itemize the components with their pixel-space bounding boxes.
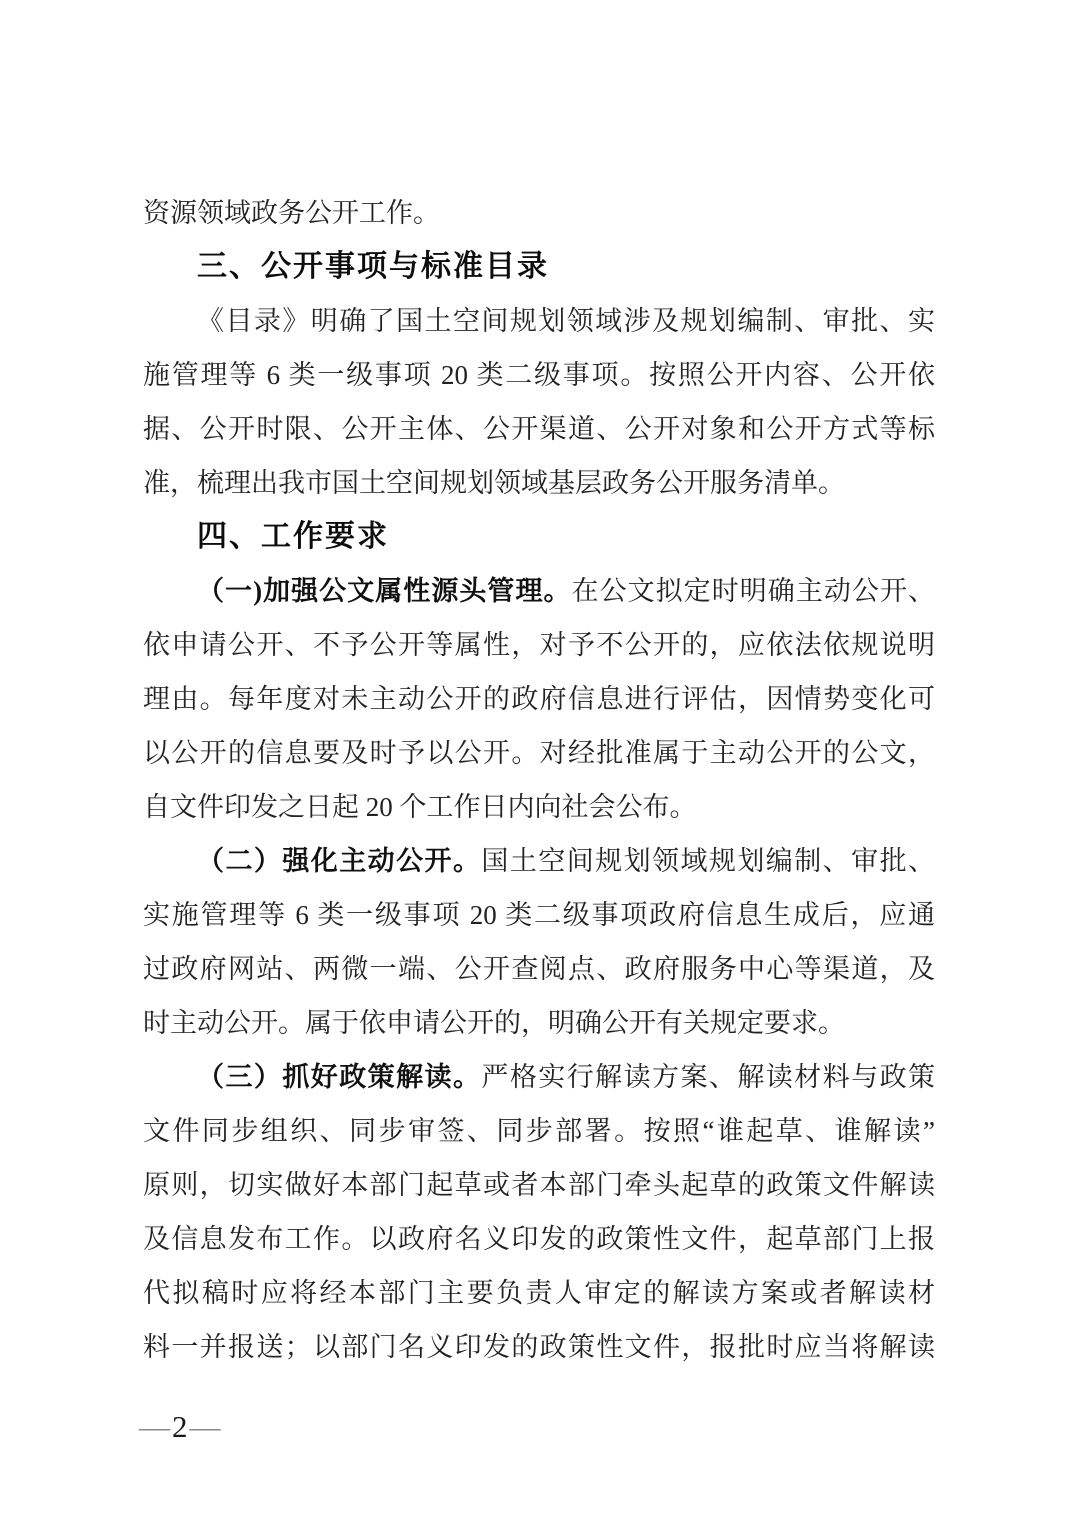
paragraph-lead: （一)加强公文属性源头管理。	[197, 576, 572, 606]
line-text: 《目录》明确了国土空间规划领域涉及规划编制、审批、实	[197, 306, 935, 336]
text-line	[143, 1320, 935, 1374]
line-text: 在公文拟定时明确主动公开、	[571, 576, 935, 606]
page-number-dash-left: —	[139, 1409, 171, 1444]
line-text: 四、工作要求	[197, 520, 389, 553]
text-line	[143, 564, 935, 618]
section-heading	[143, 510, 935, 564]
section-heading	[143, 240, 935, 294]
text-line	[143, 402, 935, 456]
text-line	[143, 1212, 935, 1266]
text-line	[143, 294, 935, 348]
text-line	[143, 672, 935, 726]
text-line	[143, 1104, 935, 1158]
line-text: 料一并报送；以部门名义印发的政策性文件，报批时应当将解读	[143, 1332, 935, 1362]
line-text: 施管理等 6 类一级事项 20 类二级事项。按照公开内容、公开依	[143, 360, 935, 390]
text-line	[143, 888, 935, 942]
line-text: 实施管理等 6 类一级事项 20 类二级事项政府信息生成后，应通	[143, 900, 935, 930]
line-text: 据、公开时限、公开主体、公开渠道、公开对象和公开方式等标	[143, 414, 935, 444]
text-line	[143, 726, 935, 780]
line-text: 依申请公开、不予公开等属性，对予不公开的，应依法依规说明	[143, 630, 935, 660]
text-line	[143, 456, 935, 510]
text-line	[143, 780, 935, 834]
line-text: 理由。每年度对未主动公开的政府信息进行评估，因情势变化可	[143, 684, 935, 714]
text-line	[143, 942, 935, 996]
page-number: 2	[172, 1409, 189, 1444]
line-text: 三、公开事项与标准目录	[197, 250, 549, 283]
line-text: 国土空间规划领域规划编制、审批、	[481, 846, 936, 876]
line-text: 文件同步组织、同步审签、同步部署。按照“谁起草、谁解读”	[143, 1116, 935, 1146]
line-text: 过政府网站、两微一端、公开查阅点、政府服务中心等渠道，及	[143, 954, 935, 984]
line-text: 资源领域政务公开工作。	[143, 198, 440, 228]
line-text: 及信息发布工作。以政府名义印发的政策性文件，起草部门上报	[143, 1224, 935, 1254]
page-footer	[139, 1400, 222, 1454]
line-text: 严格实行解读方案、解读材料与政策	[481, 1062, 936, 1092]
line-text: 原则，切实做好本部门起草或者本部门牵头起草的政策文件解读	[143, 1170, 935, 1200]
text-line	[143, 618, 935, 672]
paragraph-lead: （三）抓好政策解读。	[197, 1062, 482, 1092]
line-text: 自文件印发之日起 20 个工作日内向社会公布。	[143, 792, 697, 822]
text-line	[143, 186, 935, 240]
text-line	[143, 1266, 935, 1320]
text-line	[143, 996, 935, 1050]
document-content	[143, 186, 935, 1374]
line-text: 代拟稿时应将经本部门主要负责人审定的解读方案或者解读材	[143, 1278, 935, 1308]
line-text: 时主动公开。属于依申请公开的，明确公开有关规定要求。	[143, 1008, 845, 1038]
line-text: 以公开的信息要及时予以公开。对经批准属于主动公开的公文，	[143, 738, 935, 768]
text-line	[143, 348, 935, 402]
line-text: 准，梳理出我市国土空间规划领域基层政务公开服务清单。	[143, 468, 845, 498]
text-line	[143, 1050, 935, 1104]
paragraph-lead: （二）强化主动公开。	[197, 846, 482, 876]
page-number-dash-right: —	[189, 1409, 222, 1444]
text-line	[143, 1158, 935, 1212]
text-line	[143, 834, 935, 888]
